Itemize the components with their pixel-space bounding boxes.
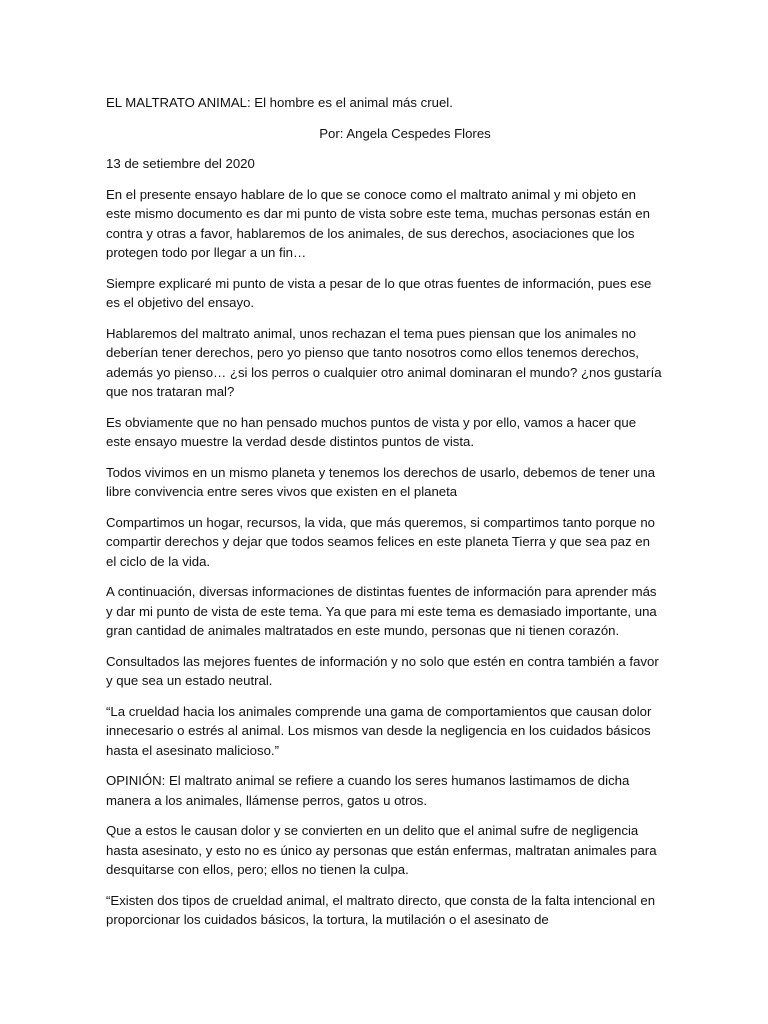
paragraph-sources: A continuación, diversas informaciones de distintas fuentes de información para aprender más y dar mi punto de vista de este tema. Ya que para mi este tema es demasiado importante, una gran cantidad de animales maltratados en este mundo, personas que ni tienen corazón. bbox=[106, 584, 657, 638]
author-byline: Por: Angela Cespedes Flores bbox=[319, 125, 491, 141]
paragraph-rights: Hablaremos del maltrato animal, unos rechazan el tema pues piensan que los animales no deberían tener derechos, pero yo pienso que tanto nosotros como ellos tenemos derechos, además yo pienso… ¿si los perros o cualquier otro animal dominaran el mundo? ¿nos gustaría que nos trataran mal? bbox=[106, 325, 662, 399]
paragraph-pain: Que a estos le causan dolor y se convierten en un delito que el animal sufre de negligencia hasta asesinato, y esto no es único ay personas que están enfermas, maltratan animales para desquitarse con ellos, pero; ellos no tienen la culpa. bbox=[106, 823, 657, 877]
paragraph-quote-cruelty: “La crueldad hacia los animales comprende una gama de comportamientos que causan dolor innecesario o estrés al animal. Los mismos van desde la negligencia en los cuidados básicos hasta el asesinato malicioso.” bbox=[106, 703, 652, 758]
paragraph-quote-types: “Existen dos tipos de crueldad animal, el maltrato directo, que consta de la falta intencional en proporcionar los cuidados básicos, la tortura, la mutilación o el asesinato de bbox=[106, 892, 656, 927]
paragraph-viewpoints: Es obviamente que no han pensado muchos puntos de vista y por ello, vamos a hacer que este ensayo muestre la verdad desde distintos puntos de vista. bbox=[106, 414, 637, 449]
paragraph-planet: Todos vivimos en un mismo planeta y tenemos los derechos de usarlo, debemos de tener una libre convivencia entre seres vivos que existen en el planeta bbox=[106, 464, 656, 499]
paragraph-intro: En el presente ensayo hablare de lo que se conoce como el maltrato animal y mi objeto en este mismo documento es dar mi punto de vista sobre este tema, muchas personas están en contra y otras a favor, hablaremos de los animales, de sus derechos, asociaciones que los protegen todo por llegar a un fin… bbox=[106, 186, 650, 260]
paragraph-consulted: Consultados las mejores fuentes de información y no solo que estén en contra también a favor y que sea un estado neutral. bbox=[106, 653, 659, 688]
paragraph-opinion: OPINIÓN: El maltrato animal se refiere a cuando los seres humanos lastimamos de dicha manera a los animales, llámense perros, gatos u otros. bbox=[106, 773, 630, 808]
paragraph-objective: Siempre explicaré mi punto de vista a pesar de lo que otras fuentes de información, pues ese es el objetivo del ensayo. bbox=[106, 275, 652, 310]
document-title: EL MALTRATO ANIMAL: El hombre es el animal más cruel. bbox=[106, 95, 453, 110]
document-date: 13 de setiembre del 2020 bbox=[106, 156, 255, 171]
paragraph-sharing: Compartimos un hogar, recursos, la vida, que más queremos, si compartimos tanto porque no compartir derechos y dejar que todos seamos felices en este planeta Tierra y que sea paz en el ciclo de la vida. bbox=[106, 514, 656, 569]
document-page bbox=[106, 93, 662, 941]
